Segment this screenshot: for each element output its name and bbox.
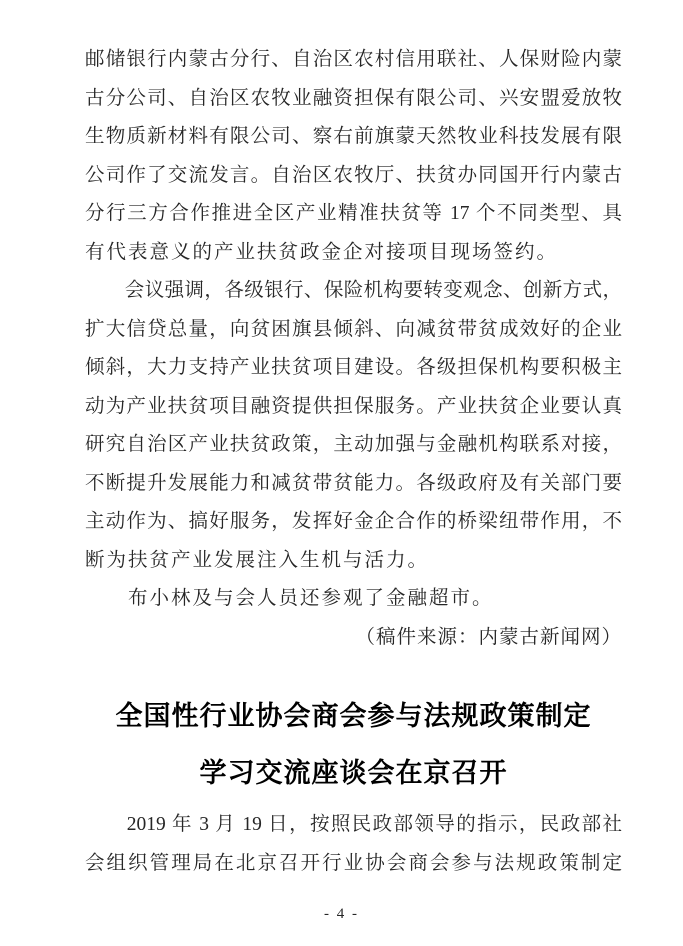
text-line: 扩大信贷总量，向贫困旗县倾斜、向减贫带贫成效好的企业 bbox=[85, 318, 622, 340]
text-line: 古分公司、自治区农牧业融资担保有限公司、兴安盟爱放牧 bbox=[85, 87, 622, 109]
article-source-attribution: （稿件来源：内蒙古新闻网） bbox=[355, 626, 622, 648]
page-content bbox=[85, 41, 622, 883]
text-line: 会议强调，各级银行、保险机构要转变观念、创新方式， bbox=[85, 280, 622, 301]
text-line: 2019 年 3 月 19 日，按照民政部领导的指示，民政部社 bbox=[85, 814, 622, 835]
meeting-article-continuation-paragraph bbox=[85, 41, 622, 272]
text-line: 布小林及与会人员还参观了金融超市。 bbox=[85, 588, 494, 609]
text-line: 不断提升发展能力和减贫带贫能力。各级政府及有关部门要 bbox=[85, 472, 622, 494]
meeting-article-emphasis-paragraph bbox=[85, 272, 622, 580]
seminar-article-title-line-2: 学习交流座谈会在京召开 bbox=[199, 758, 508, 788]
text-line: 邮储银行内蒙古分行、自治区农村信用联社、人保财险内蒙 bbox=[85, 49, 622, 70]
text-line: 研究自治区产业扶贫政策，主动加强与金融机构联系对接， bbox=[85, 434, 622, 455]
seminar-article-title bbox=[85, 688, 622, 802]
text-line: 有代表意义的产业扶贫政金企对接项目现场签约。 bbox=[85, 241, 559, 263]
text-line: 公司作了交流发言。自治区农牧厅、扶贫办同国开行内蒙古 bbox=[85, 164, 622, 186]
text-line: 会组织管理局在北京召开行业协会商会参与法规政策制定 bbox=[85, 852, 622, 874]
page-number: - 4 - bbox=[324, 906, 359, 922]
seminar-article-title-line-1: 全国性行业协会商会参与法规政策制定 bbox=[115, 701, 592, 731]
text-line: 倾斜，大力支持产业扶贫项目建设。各级担保机构要积极主 bbox=[85, 357, 622, 378]
text-line: 主动作为、搞好服务，发挥好金企合作的桥梁纽带作用，不 bbox=[85, 511, 622, 532]
text-line: 断为扶贫产业发展注入生机与活力。 bbox=[85, 549, 430, 571]
seminar-article-opening-paragraph bbox=[85, 806, 622, 883]
text-line: 分行三方合作推进全区产业精准扶贫等 17 个不同类型、具 bbox=[85, 203, 622, 224]
text-line: 动为产业扶贫项目融资提供担保服务。产业扶贫企业要认真 bbox=[85, 395, 622, 417]
meeting-article-visit-paragraph bbox=[85, 580, 622, 619]
text-line: 生物质新材料有限公司、察右前旗蒙天然牧业科技发展有限 bbox=[85, 126, 622, 147]
